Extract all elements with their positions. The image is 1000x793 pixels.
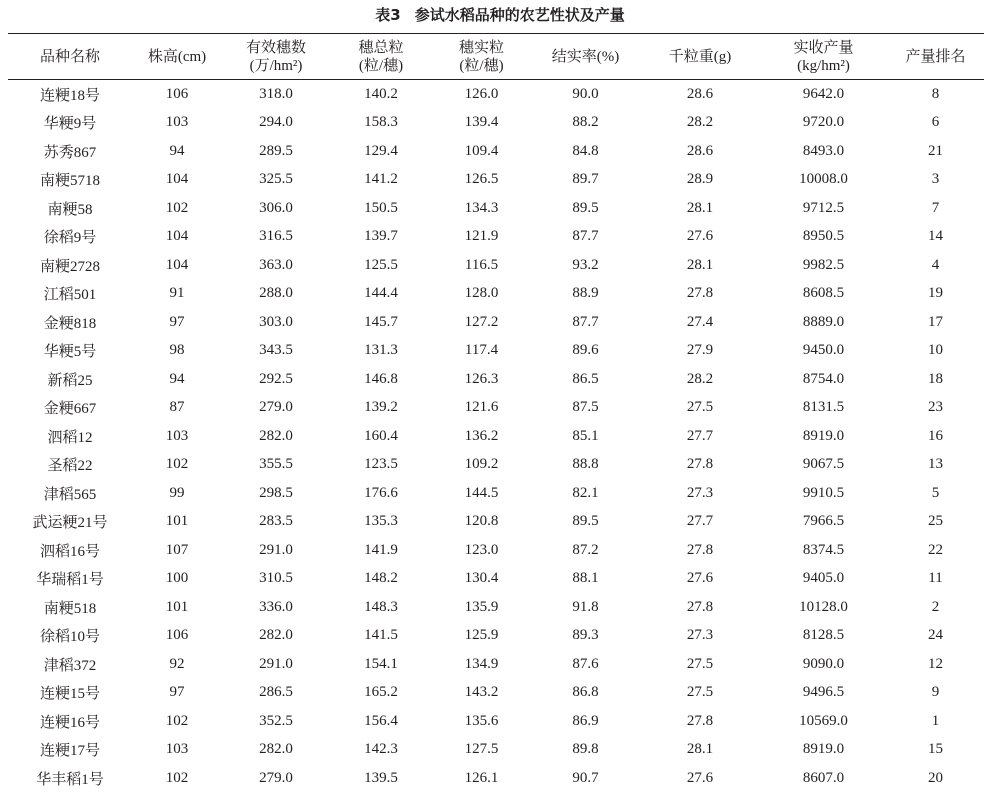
table-cell: 126.5 xyxy=(464,171,499,188)
variety-name-cell: 徐稻9号 xyxy=(43,230,97,247)
table-cell: 27.3 xyxy=(686,627,714,644)
table-cell: 8950.5 xyxy=(802,228,845,245)
table-cell: 10008.0 xyxy=(799,171,848,188)
table-cell: 102 xyxy=(165,199,189,216)
table-cell: 282.0 xyxy=(259,741,293,758)
table-cell: 294.0 xyxy=(259,114,293,131)
table-cell: 2 xyxy=(931,598,940,615)
table-cell: 92 xyxy=(169,655,185,672)
table-cell: 121.6 xyxy=(464,399,499,416)
table-cell: 103 xyxy=(165,741,189,758)
table-cell: 17 xyxy=(928,313,943,330)
table-cell: 8131.5 xyxy=(802,399,845,416)
variety-name-cell: 苏秀867 xyxy=(43,144,97,161)
table-cell: 101 xyxy=(165,513,189,530)
table-cell: 291.0 xyxy=(259,655,293,672)
table-row xyxy=(8,365,984,394)
table-cell: 9982.5 xyxy=(802,256,845,273)
table-cell: 25 xyxy=(928,513,943,530)
table-cell: 8607.0 xyxy=(802,769,845,786)
table-cell: 9496.5 xyxy=(802,684,845,701)
table-cell: 12 xyxy=(928,655,943,672)
table-cell: 134.3 xyxy=(464,199,499,216)
table-cell: 8608.5 xyxy=(802,285,845,302)
table-row xyxy=(8,337,984,366)
table-cell: 27.8 xyxy=(686,712,714,729)
table-cell: 121.9 xyxy=(464,228,499,245)
column-header xyxy=(222,34,330,80)
table-cell: 316.5 xyxy=(259,228,293,245)
table-cell: 107 xyxy=(165,541,189,558)
table-cell: 19 xyxy=(928,285,943,302)
variety-name-cell: 华瑞稻1号 xyxy=(36,572,104,589)
table-row xyxy=(8,451,984,480)
table-cell: 9712.5 xyxy=(802,199,845,216)
table-cell: 102 xyxy=(165,456,189,473)
variety-name-cell: 连粳18号 xyxy=(39,87,100,104)
table-caption xyxy=(0,4,1000,26)
variety-name-cell: 江稻501 xyxy=(43,287,97,304)
table-cell: 14 xyxy=(928,228,943,245)
table-cell: 13 xyxy=(928,456,943,473)
table-cell: 116.5 xyxy=(464,256,499,273)
table-cell: 22 xyxy=(928,541,943,558)
table-cell: 93.2 xyxy=(572,256,599,273)
table-cell: 28.1 xyxy=(686,256,714,273)
table-row xyxy=(8,650,984,679)
table-cell: 127.5 xyxy=(464,741,499,758)
table-cell: 28.1 xyxy=(686,741,714,758)
variety-name-cell: 津稻372 xyxy=(43,657,97,674)
variety-name-cell: 连粳15号 xyxy=(39,686,100,703)
column-header-unit: (kg/hm²) xyxy=(797,57,850,74)
column-header xyxy=(432,34,531,80)
table-cell: 325.5 xyxy=(259,171,293,188)
table-cell: 24 xyxy=(928,627,943,644)
table-cell: 303.0 xyxy=(259,313,293,330)
table-cell: 279.0 xyxy=(259,769,293,786)
column-header xyxy=(887,34,984,80)
table-cell: 89.7 xyxy=(572,171,599,188)
table-cell: 126.3 xyxy=(464,370,499,387)
column-header xyxy=(8,34,132,80)
table-cell: 88.2 xyxy=(572,114,599,131)
table-cell: 28.2 xyxy=(686,370,714,387)
table-cell: 139.7 xyxy=(364,228,398,245)
table-row xyxy=(8,508,984,537)
table-row xyxy=(8,251,984,280)
table-cell: 91 xyxy=(169,285,185,302)
table-cell: 145.7 xyxy=(364,313,398,330)
table-cell: 87 xyxy=(169,399,185,416)
table-header xyxy=(8,34,984,80)
table-cell: 135.6 xyxy=(464,712,499,729)
table-cell: 135.9 xyxy=(464,598,499,615)
table-row xyxy=(8,137,984,166)
table-cell: 103 xyxy=(165,427,189,444)
table-cell: 27.8 xyxy=(686,541,714,558)
table-cell: 141.2 xyxy=(364,171,398,188)
variety-name-cell: 泗稻16号 xyxy=(39,543,100,560)
table-cell: 23 xyxy=(928,399,943,416)
variety-name-cell: 南粳5718 xyxy=(39,173,100,190)
table-cell: 104 xyxy=(165,171,189,188)
table-row xyxy=(8,622,984,651)
variety-name-cell: 金粳818 xyxy=(43,315,97,332)
variety-name-cell: 华粳9号 xyxy=(43,116,97,133)
table-row xyxy=(8,422,984,451)
table-cell: 127.2 xyxy=(464,313,499,330)
variety-name-cell: 华丰稻1号 xyxy=(36,771,104,788)
table-cell: 27.9 xyxy=(686,342,714,359)
table-cell: 104 xyxy=(165,228,189,245)
table-cell: 5 xyxy=(931,484,940,501)
table-cell: 9910.5 xyxy=(802,484,845,501)
table-cell: 123.5 xyxy=(364,456,398,473)
table-cell: 289.5 xyxy=(259,142,293,159)
table-cell: 165.2 xyxy=(364,684,398,701)
table-cell: 99 xyxy=(169,484,185,501)
table-cell: 10 xyxy=(928,342,943,359)
table-row xyxy=(8,593,984,622)
table-cell: 141.9 xyxy=(364,541,398,558)
variety-name-cell: 连粳17号 xyxy=(39,743,100,760)
table-cell: 9642.0 xyxy=(802,85,845,102)
table-cell: 126.1 xyxy=(464,769,499,786)
table-cell: 85.1 xyxy=(572,427,599,444)
variety-name-cell: 武运粳21号 xyxy=(32,515,108,532)
table-cell: 318.0 xyxy=(259,85,293,102)
table-cell: 298.5 xyxy=(259,484,293,501)
table-cell: 27.5 xyxy=(686,399,714,416)
table-cell: 10128.0 xyxy=(799,598,848,615)
table-cell: 8919.0 xyxy=(802,427,845,444)
table-cell: 27.7 xyxy=(686,427,714,444)
table-cell: 9 xyxy=(931,684,940,701)
variety-name-cell: 华粳5号 xyxy=(43,344,97,361)
table-cell: 158.3 xyxy=(364,114,398,131)
table-cell: 27.6 xyxy=(686,228,714,245)
column-header xyxy=(640,34,760,80)
table-cell: 9720.0 xyxy=(802,114,845,131)
table-cell: 15 xyxy=(928,741,943,758)
table-cell: 144.5 xyxy=(464,484,499,501)
table-cell: 97 xyxy=(169,313,185,330)
table-cell: 123.0 xyxy=(464,541,499,558)
variety-name-cell: 泗稻12 xyxy=(47,429,93,446)
table-cell: 125.9 xyxy=(464,627,499,644)
table-cell: 139.5 xyxy=(364,769,398,786)
table-cell: 94 xyxy=(169,370,185,387)
table-cell: 140.2 xyxy=(364,85,398,102)
table-cell: 28.1 xyxy=(686,199,714,216)
table-cell: 336.0 xyxy=(259,598,293,615)
table-cell: 103 xyxy=(165,114,189,131)
table-cell: 8 xyxy=(931,85,940,102)
variety-name-cell: 南粳58 xyxy=(47,201,93,218)
table-row xyxy=(8,166,984,195)
table-cell: 117.4 xyxy=(464,342,499,359)
table-cell: 88.1 xyxy=(572,570,599,587)
column-header-line: 产量排名 xyxy=(905,48,966,65)
table-cell: 363.0 xyxy=(259,256,293,273)
table-body xyxy=(8,80,984,793)
column-header-line: 株高(cm) xyxy=(147,48,207,65)
table-cell: 9450.0 xyxy=(802,342,845,359)
table-cell: 27.6 xyxy=(686,769,714,786)
table-row xyxy=(8,223,984,252)
table-cell: 310.5 xyxy=(259,570,293,587)
table-cell: 104 xyxy=(165,256,189,273)
table-cell: 90.7 xyxy=(572,769,599,786)
column-header-line: 品种名称 xyxy=(39,48,100,65)
table-cell: 87.2 xyxy=(572,541,599,558)
table-cell: 27.8 xyxy=(686,598,714,615)
table-cell: 18 xyxy=(928,370,943,387)
table-cell: 90.0 xyxy=(572,85,599,102)
table-cell: 102 xyxy=(165,712,189,729)
table-cell: 100 xyxy=(165,570,189,587)
table-cell: 141.5 xyxy=(364,627,398,644)
table-row xyxy=(8,679,984,708)
table-cell: 21 xyxy=(928,142,943,159)
table-cell: 86.8 xyxy=(572,684,599,701)
table-cell: 88.8 xyxy=(572,456,599,473)
table-cell: 102 xyxy=(165,769,189,786)
variety-name-cell: 南粳518 xyxy=(43,600,97,617)
table-cell: 28.2 xyxy=(686,114,714,131)
table-cell: 28.9 xyxy=(686,171,714,188)
table-cell: 87.7 xyxy=(572,228,599,245)
column-header xyxy=(132,34,222,80)
table-cell: 1 xyxy=(931,712,940,729)
table-cell: 176.6 xyxy=(364,484,398,501)
table-cell: 283.5 xyxy=(259,513,293,530)
table-cell: 292.5 xyxy=(259,370,293,387)
table-cell: 131.3 xyxy=(364,342,398,359)
table-cell: 9067.5 xyxy=(802,456,845,473)
table-cell: 134.9 xyxy=(464,655,499,672)
table-cell: 343.5 xyxy=(259,342,293,359)
table-cell: 8754.0 xyxy=(802,370,845,387)
table-cell: 94 xyxy=(169,142,185,159)
table-cell: 98 xyxy=(169,342,185,359)
column-header-line: 实收产量 xyxy=(793,39,854,56)
table-cell: 130.4 xyxy=(464,570,499,587)
table-cell: 106 xyxy=(165,85,189,102)
table-cell: 89.6 xyxy=(572,342,599,359)
variety-name-cell: 金粳667 xyxy=(43,401,97,418)
table-cell: 139.2 xyxy=(364,399,398,416)
table-cell: 9405.0 xyxy=(802,570,845,587)
table-cell: 144.4 xyxy=(364,285,398,302)
table-cell: 146.8 xyxy=(364,370,398,387)
table-cell: 97 xyxy=(169,684,185,701)
table-cell: 282.0 xyxy=(259,427,293,444)
table-cell: 3 xyxy=(931,171,940,188)
table-cell: 156.4 xyxy=(364,712,398,729)
table-cell: 120.8 xyxy=(464,513,499,530)
table-cell: 82.1 xyxy=(572,484,599,501)
table-row xyxy=(8,764,984,793)
table-row xyxy=(8,80,984,109)
column-header-unit: (万/hm²) xyxy=(249,57,303,74)
table-cell: 8493.0 xyxy=(802,142,845,159)
column-header-line: 有效穗数 xyxy=(245,39,306,56)
table-cell: 28.6 xyxy=(686,142,714,159)
table-cell: 7966.5 xyxy=(802,513,845,530)
table-cell: 27.7 xyxy=(686,513,714,530)
table-cell: 91.8 xyxy=(572,598,599,615)
agronomic-traits-table xyxy=(8,33,984,793)
column-header xyxy=(760,34,887,80)
table-cell: 160.4 xyxy=(364,427,398,444)
table-row xyxy=(8,736,984,765)
variety-name-cell: 新稻25 xyxy=(47,372,93,389)
header-row xyxy=(8,34,984,80)
table-cell: 143.2 xyxy=(464,684,499,701)
column-header-line: 结实率(%) xyxy=(551,48,620,65)
table-row xyxy=(8,109,984,138)
table-cell: 286.5 xyxy=(259,684,293,701)
table-cell: 8889.0 xyxy=(802,313,845,330)
table-cell: 6 xyxy=(931,114,940,131)
table-cell: 27.5 xyxy=(686,684,714,701)
table-cell: 27.6 xyxy=(686,570,714,587)
caption-label: 表3 xyxy=(375,6,401,24)
table-cell: 136.2 xyxy=(464,427,499,444)
table-cell: 352.5 xyxy=(259,712,293,729)
table-cell: 106 xyxy=(165,627,189,644)
table-cell: 306.0 xyxy=(259,199,293,216)
table-cell: 291.0 xyxy=(259,541,293,558)
table-cell: 88.9 xyxy=(572,285,599,302)
table-cell: 148.3 xyxy=(364,598,398,615)
table-cell: 109.2 xyxy=(464,456,499,473)
table-cell: 150.5 xyxy=(364,199,398,216)
table-cell: 86.9 xyxy=(572,712,599,729)
table-cell: 129.4 xyxy=(364,142,398,159)
table-cell: 20 xyxy=(928,769,943,786)
table-cell: 89.3 xyxy=(572,627,599,644)
table-row xyxy=(8,194,984,223)
table-cell: 282.0 xyxy=(259,627,293,644)
table-row xyxy=(8,394,984,423)
table-cell: 16 xyxy=(928,427,943,444)
table-cell: 86.5 xyxy=(572,370,599,387)
table-row xyxy=(8,565,984,594)
table-cell: 28.6 xyxy=(686,85,714,102)
table-cell: 27.3 xyxy=(686,484,714,501)
table-cell: 9090.0 xyxy=(802,655,845,672)
table-cell: 288.0 xyxy=(259,285,293,302)
variety-name-cell: 圣稻22 xyxy=(47,458,93,475)
table-cell: 84.8 xyxy=(572,142,599,159)
variety-name-cell: 南粳2728 xyxy=(39,258,100,275)
caption-title: 参试水稻品种的农艺性状及产量 xyxy=(414,6,625,24)
table-row xyxy=(8,707,984,736)
table-cell: 11 xyxy=(928,570,943,587)
table-cell: 89.8 xyxy=(572,741,599,758)
table-cell: 142.3 xyxy=(364,741,398,758)
table-cell: 8919.0 xyxy=(802,741,845,758)
table-cell: 355.5 xyxy=(259,456,293,473)
column-header-unit: (粒/穗) xyxy=(358,57,404,74)
table-cell: 87.5 xyxy=(572,399,599,416)
table-cell: 148.2 xyxy=(364,570,398,587)
table-cell: 128.0 xyxy=(464,285,499,302)
table-cell: 7 xyxy=(931,199,940,216)
table-cell: 89.5 xyxy=(572,199,599,216)
column-header xyxy=(330,34,432,80)
table-cell: 135.3 xyxy=(364,513,398,530)
table-cell: 8374.5 xyxy=(802,541,845,558)
table-cell: 279.0 xyxy=(259,399,293,416)
table-cell: 154.1 xyxy=(364,655,398,672)
table-cell: 89.5 xyxy=(572,513,599,530)
table-row xyxy=(8,280,984,309)
column-header-unit: (粒/穗) xyxy=(459,57,504,74)
column-header-line: 穗总粒 xyxy=(358,39,404,56)
table-row xyxy=(8,308,984,337)
table-cell: 101 xyxy=(165,598,189,615)
table-cell: 8128.5 xyxy=(802,627,845,644)
table-cell: 126.0 xyxy=(464,85,499,102)
column-header-line: 千粒重(g) xyxy=(668,48,732,65)
table-cell: 27.4 xyxy=(686,313,714,330)
table-cell: 27.8 xyxy=(686,456,714,473)
table-cell: 125.5 xyxy=(364,256,398,273)
table-cell: 27.5 xyxy=(686,655,714,672)
table-cell: 87.6 xyxy=(572,655,599,672)
table-row xyxy=(8,479,984,508)
table-cell: 87.7 xyxy=(572,313,599,330)
table-cell: 10569.0 xyxy=(799,712,848,729)
table-cell: 139.4 xyxy=(464,114,499,131)
column-header xyxy=(531,34,640,80)
column-header-line: 穗实粒 xyxy=(458,39,504,56)
variety-name-cell: 连粳16号 xyxy=(39,714,100,731)
variety-name-cell: 津稻565 xyxy=(43,486,97,503)
table-row xyxy=(8,536,984,565)
variety-name-cell: 徐稻10号 xyxy=(39,629,100,646)
table-cell: 4 xyxy=(931,256,940,273)
table-cell: 27.8 xyxy=(686,285,714,302)
table-cell: 109.4 xyxy=(464,142,499,159)
